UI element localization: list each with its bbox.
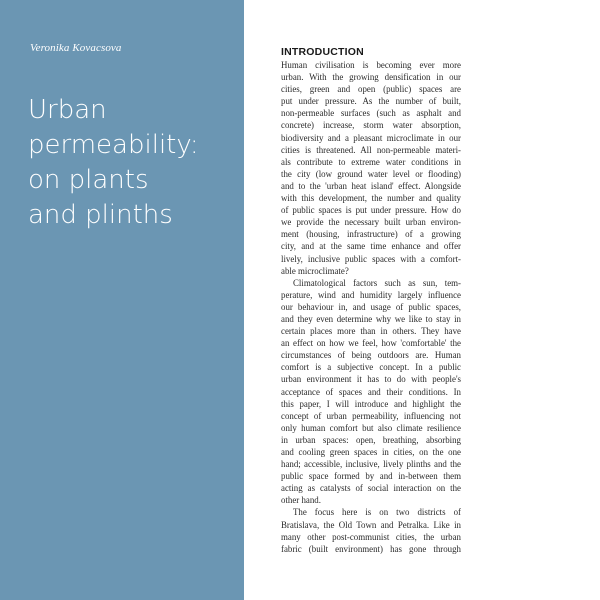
- text-line: fabric (built environment) has gone through: [281, 543, 461, 554]
- text-line: concept of urban permeability, influencing not: [281, 410, 461, 421]
- text-line: cities, green and open (public) spaces are: [281, 84, 461, 95]
- text-line: city, and at the same time enhance and offer: [281, 241, 461, 252]
- article-column: [281, 46, 461, 555]
- text-line: non-permeable surfaces (such as asphalt and: [281, 108, 461, 119]
- text-line: certain places more than in others. They have: [281, 326, 461, 337]
- text-line: this paper, I will introduce and highlight the: [281, 398, 461, 409]
- text-line: many other post-communist cities, the urban: [281, 531, 461, 542]
- text-line: acting as catalysts of social interaction on the: [281, 483, 461, 494]
- text-line: perature, wind and humidity largely influence: [281, 289, 461, 300]
- text-line: acceptance of spaces and their conditions. In: [281, 386, 461, 397]
- text-line: als contribute to extreme water conditions in: [281, 156, 461, 167]
- title-line: on plants: [28, 165, 149, 195]
- text-line: our behaviour in, and usage of public spaces,: [281, 301, 461, 312]
- text-line: other hand.: [281, 495, 321, 506]
- text-line: and to the 'urban heat island' effect. Alongside: [281, 180, 461, 191]
- body-paragraph: [281, 59, 461, 277]
- text-line: urban. With the growing densification in our: [281, 72, 461, 83]
- author-name: Veronika Kovacsova: [30, 42, 122, 54]
- text-line: cities is threatened. All non-permeable materi-: [281, 144, 461, 155]
- body-paragraph: [281, 506, 461, 554]
- text-line: circumstances of being outdoors are. Human: [281, 350, 461, 361]
- text-line: with this development, the number and quality: [281, 193, 461, 204]
- section-heading: INTRODUCTION: [281, 46, 364, 58]
- text-line: we provide the necessary built urban environ-: [281, 217, 461, 228]
- text-line: an effect on how we feel, how 'comfortable' the: [281, 338, 461, 349]
- text-line: The focus here is on two districts of: [293, 507, 461, 518]
- text-line: public space formed by and in-between them: [281, 471, 461, 482]
- title-line: and plinths: [28, 200, 173, 230]
- article-title: [28, 93, 238, 233]
- text-line: put under pressure. As the number of built,: [281, 96, 461, 107]
- text-line: and they even determine why we like to stay in: [281, 313, 461, 324]
- text-line: hand; accessible, inclusive, lively plinths and the: [281, 459, 461, 470]
- article-body: [281, 59, 461, 555]
- body-paragraph: [281, 277, 461, 507]
- text-line: biodiversity and a pleasant microclimate in our: [281, 132, 461, 143]
- text-line: able microclimate?: [281, 265, 349, 276]
- text-line: ment (housing, infrastructure) of a growing: [281, 229, 461, 240]
- text-line: and cooling green spaces in cities, on the one: [281, 447, 461, 457]
- text-line: lively, inclusive public spaces with a comfort-: [281, 253, 461, 264]
- text-line: in urban spaces: open, breathing, absorbing: [281, 434, 461, 445]
- title-line: permeability:: [28, 130, 199, 160]
- text-line: comfort is a subjective concept. In a public: [281, 362, 461, 373]
- text-line: concrete) increase, storm water absorption,: [281, 120, 461, 131]
- text-line: Climatological factors such as sun, tem-: [293, 277, 461, 288]
- text-line: urban environment it has to do with people's: [281, 374, 461, 385]
- text-line: the city (low ground water level or flooding): [281, 168, 461, 179]
- text-line: Bratislava, the Old Town and Petralka. Like in: [281, 519, 461, 530]
- title-panel: [0, 0, 244, 600]
- title-line: Urban: [28, 95, 107, 125]
- text-line: Human civilisation is becoming ever more: [281, 60, 461, 70]
- text-line: of public spaces is put under pressure. How do: [281, 205, 461, 216]
- text-line: only human comfort but also climate resilience: [281, 422, 461, 433]
